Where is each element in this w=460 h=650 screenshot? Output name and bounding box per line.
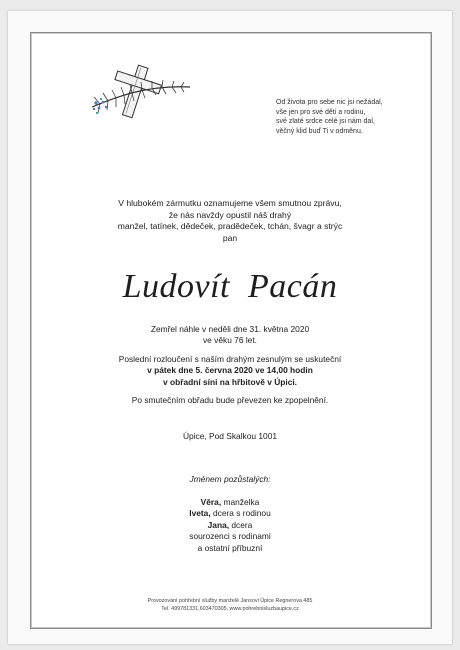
farewell-line: Poslední rozloučení s naším drahým zesnulým se uskuteční — [118, 354, 342, 364]
address: Úpice, Pod Skalkou 1001 — [182, 431, 278, 441]
cross-palm-emblem — [86, 63, 194, 123]
intro-line: manžel, tatínek, dědeček, pradědeček, tchán, švagr a strýc — [117, 221, 343, 232]
survivor-name: Iveta, — [189, 508, 211, 519]
survivors-heading: Jménem pozůstalých: — [189, 474, 271, 484]
intro-line: pan — [222, 232, 238, 243]
survivor-relation: dcera s rodinou — [210, 508, 271, 519]
survivor-relation: dcera — [229, 519, 253, 530]
survivor-row — [30, 520, 430, 531]
survivor-name: Věra, — [200, 497, 222, 507]
intro-line: V hlubokém zármutku oznamujeme všem smutnou zprávu, — [118, 198, 342, 208]
survivor-row — [30, 508, 430, 519]
survivor-name: Jana, — [207, 519, 230, 530]
farewell-place: v obřadní síni na hřbitově v Úpici. — [162, 376, 298, 387]
death-date: Zemřel náhle v neděli dne 31. května 2020 — [150, 324, 310, 334]
survivors-list — [30, 497, 430, 554]
poem-line: vše jen pro své děti a rodinu, — [276, 108, 366, 116]
survivor-relation: sourozenci s rodinami — [189, 531, 271, 542]
death-info — [30, 324, 430, 347]
farewell-info — [30, 354, 430, 388]
announcement-intro — [30, 198, 430, 244]
memorial-poem — [276, 98, 416, 136]
cremation-note: Po smutečním obřadu bude převezen ke zpopelnění. — [131, 395, 329, 405]
survivor-relation: a ostatní příbuzní — [197, 542, 263, 553]
survivor-relation: manželka — [221, 497, 260, 507]
intro-line: že nás navždy opustil náš drahý — [168, 209, 292, 220]
deceased-name: Ludovít Pacán — [122, 268, 338, 305]
survivor-row — [30, 543, 430, 554]
funeral-service-footer — [30, 597, 430, 613]
poem-line: své zlaté srdce celé jsi nám dal, — [276, 118, 375, 126]
farewell-date: v pátek dne 5. června 2020 ve 14,00 hodin — [147, 365, 313, 376]
poem-line: věčný klid buď Ti v odměnu. — [276, 127, 363, 135]
page-sheet — [8, 11, 452, 644]
poem-line: Od života pro sebe nic jsi nežádal, — [276, 99, 383, 106]
footer-line: Tel. 499781331,603470305, www.pohrebnisluzbaupice.cz — [161, 606, 299, 612]
survivor-row — [30, 531, 430, 542]
death-age: ve věku 76 let. — [202, 335, 257, 346]
footer-line: Provozování pohřební služby manželé Jansovi Úpice Regnerova 485 — [147, 598, 313, 604]
survivor-row — [30, 497, 430, 508]
